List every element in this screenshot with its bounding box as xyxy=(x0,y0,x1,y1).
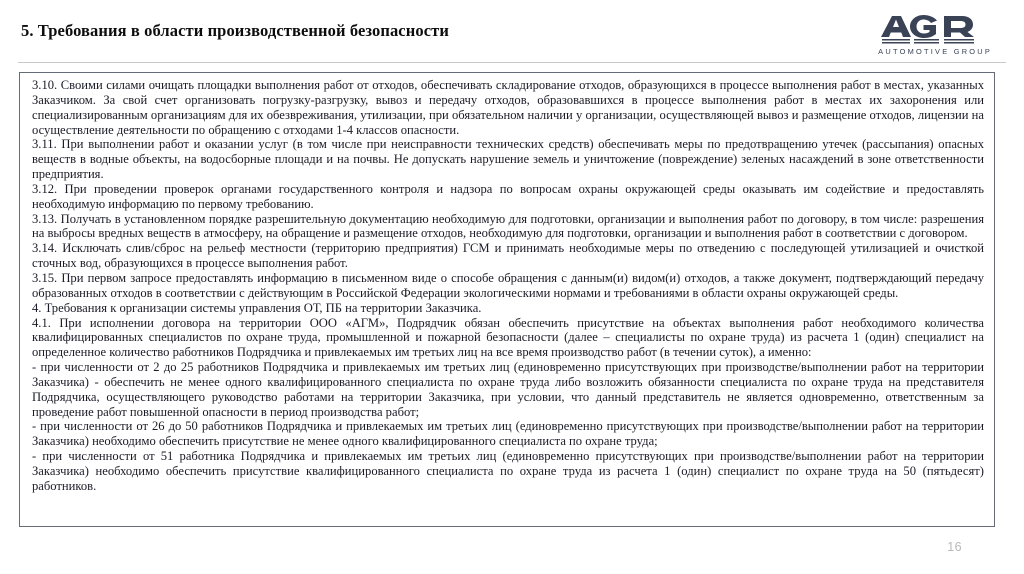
paragraph: 3.11. При выполнении работ и оказании услуг (в том числе при неисправности технических средств) обеспечивать меры по предотвращению утечек (рассыпания) опасных веществ в водные объекты, на водосборные площади и на почвы. Не допускать нарушение земель и уничтожение (повреждение) зеленых насаждений в зоне ответственности предприятия. xyxy=(32,137,984,182)
paragraph: 4.1. При исполнении договора на территории ООО «АГМ», Подрядчик обязан обеспечить присутствие на объектах выполнения работ необходимого количества квалифицированных специалистов по охране труда, промышленной и пожарной безопасности (далее – специалисты по охране труда) из расчета 1 (один) специалист на определенное количество работников Подрядчика и привлекаемых им третьих лиц на все время производство работ (в течении суток), а именно: xyxy=(32,315,984,360)
agr-logo-icon xyxy=(874,14,994,46)
document-body xyxy=(32,78,984,494)
paragraph: 3.13. Получать в установленном порядке разрешительную документацию необходимую для подготовки, организации и выполнения работ по договору, в том числе: разрешения на выбросы вредных веществ в атмосферу, на обращение и размещение отходов, необходимую для подготовки, организации и выполнения работ в соответствии с договором. xyxy=(32,211,984,241)
content-text-box xyxy=(19,72,995,527)
slide-header xyxy=(0,0,1024,63)
paragraph: 3.12. При проведении проверок органами государственного контроля и надзора по вопросам охраны окружающей среды оказывать им содействие и предоставлять необходимую информацию по первому требованию. xyxy=(32,181,984,211)
paragraph: - при численности от 26 до 50 работников Подрядчика и привлекаемых им третьих лиц (единовременно присутствующих при производстве/выполнении работ на территории Заказчика) необходимо обеспечить присутствие не менее одного квалифицированного специалиста по охране труда; xyxy=(32,419,984,449)
paragraph: 3.15. При первом запросе предоставлять информацию в письменном виде о способе обращения с данным(и) видом(и) отходов, а также документ, подтверждающий передачу образованных отходов в соответствии с действующим в Российской Федерации экологическими нормами и требованиями в области охраны окружающей среды. xyxy=(32,270,984,300)
header-divider xyxy=(18,62,1006,63)
paragraph: - при численности от 2 до 25 работников Подрядчика и привлекаемых им третьих лиц (единовременно присутствующих при производстве/выполнении работ на территории Заказчика) - обеспечить не менее одного квалифицированного специалиста по охране труда либо возложить обязанности специалиста по охране труда на представителя Подрядчика, осуществляющего руководство работами на территории Заказчика, при условии, что данный представитель не является одновременно, ответственным за проведение работ повышенной опасности в период производства работ; xyxy=(32,360,984,419)
page-title: 5. Требования в области производственной безопасности xyxy=(21,21,449,40)
paragraph: 4. Требования к организации системы управления ОТ, ПБ на территории Заказчика. xyxy=(32,300,482,315)
logo-subtitle: AUTOMOTIVE GROUP xyxy=(878,47,993,56)
paragraph: 3.10. Своими силами очищать площадки выполнения работ от отходов, обеспечивать складирование отходов, образующихся в процессе выполнения работ в местах, указанных Заказчиком. За свой счет организовать погрузку-разгрузку, вывоз и передачу отходов, образовавшихся в процессе выполнения работ в местах их захоронения или специализированным организациям для их обезвреживания, утилизации, при обязательном наличии у организации, осуществляющей вывоз и размещение отходов, лицензии на осуществление деятельности по обращению с отходами 1-4 классов опасности. xyxy=(32,78,984,137)
page-number: 16 xyxy=(947,540,962,554)
paragraph: 3.14. Исключать слив/сброс на рельеф местности (территорию предприятия) ГСМ и принимать необходимые меры по отведению с последующей утилизацией и очисткой сточных вод, образующихся в процессе выполнения работ. xyxy=(32,241,984,271)
agr-logo xyxy=(868,14,1000,58)
paragraph: - при численности от 51 работника Подрядчика и привлекаемых им третьих лиц (единовременно присутствующих при производстве/выполнении работ на территории Заказчика) необходимо обеспечить присутствие квалифицированного специалиста по охране труда из расчета 1 (один) специалист по охране труда на 50 (пятьдесят) работников. xyxy=(32,449,984,493)
